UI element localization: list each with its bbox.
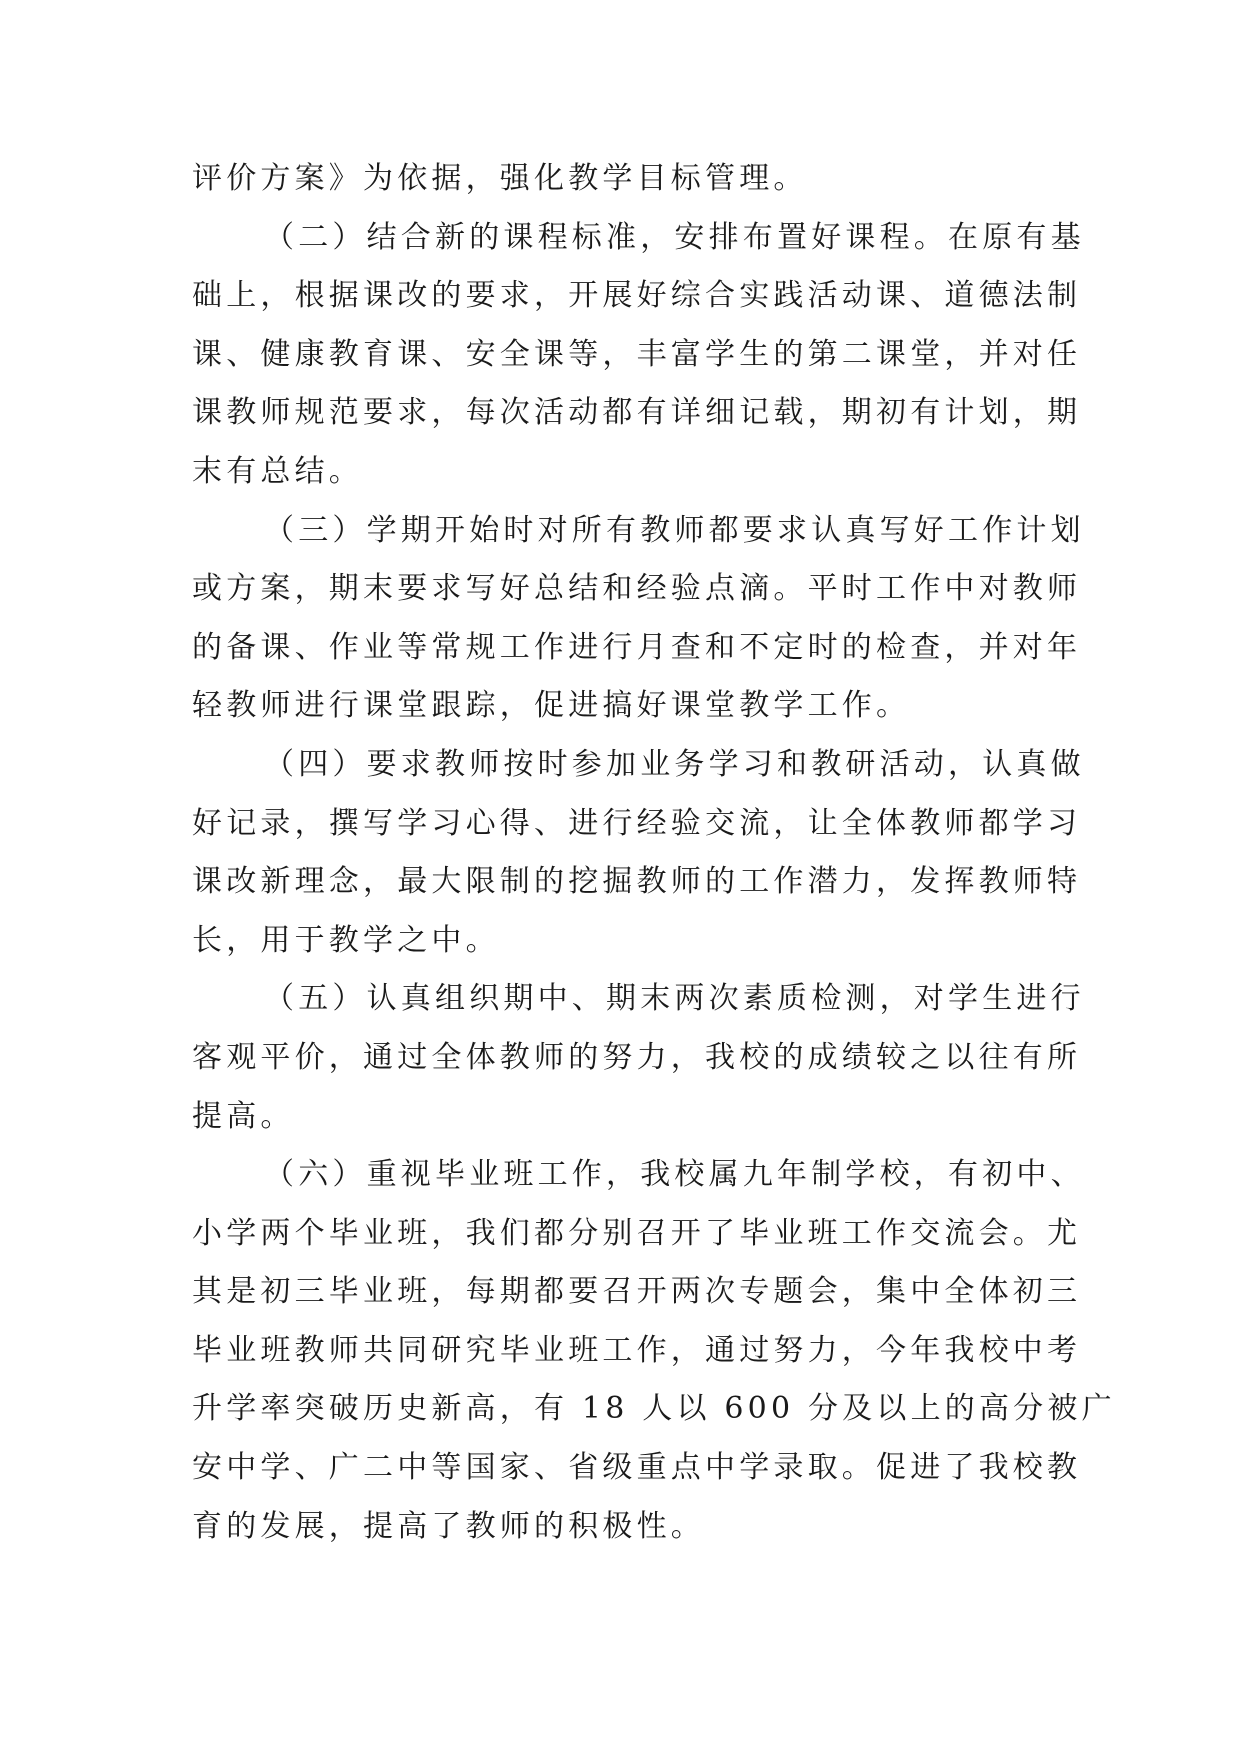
- paragraph-line: （五）认真组织期中、期末两次素质检测，对学生进行: [264, 981, 1085, 1017]
- paragraph-section-2: [192, 209, 1085, 502]
- paragraph-section-4: [192, 736, 1085, 970]
- paragraph-continuation: [192, 150, 1062, 209]
- paragraph-line: （三）学期开始时对所有教师都要求认真写好工作计划: [264, 512, 1085, 548]
- paragraph-line: 础上，根据课改的要求，开展好综合实践活动课、道德法制: [192, 278, 1082, 314]
- paragraph-line: 客观平价，通过全体教师的努力，我校的成绩较之以往有所: [192, 1039, 1082, 1075]
- paragraph-line: 长，用于教学之中。: [192, 922, 500, 958]
- paragraph-line: （四）要求教师按时参加业务学习和教研活动，认真做: [264, 746, 1085, 782]
- paragraph-line: 安中学、广二中等国家、省级重点中学录取。促进了我校教: [192, 1450, 1082, 1486]
- paragraph-line: 育的发展，提高了教师的积极性。: [192, 1508, 705, 1544]
- paragraph-line: 毕业班教师共同研究毕业班工作，通过努力，今年我校中考: [192, 1332, 1082, 1368]
- paragraph-line: 升学率突破历史新高，有 18 人以 600 分及以上的高分被广: [192, 1391, 1116, 1427]
- paragraph-line: 课、健康教育课、安全课等，丰富学生的第二课堂，并对任: [192, 336, 1082, 372]
- paragraph-section-3: [192, 502, 1085, 736]
- paragraph-section-5: [192, 970, 1085, 1146]
- paragraph-line: 小学两个毕业班，我们都分别召开了毕业班工作交流会。尤: [192, 1215, 1082, 1251]
- paragraph-line: （六）重视毕业班工作，我校属九年制学校，有初中、: [264, 1157, 1085, 1193]
- paragraph-line: 末有总结。: [192, 453, 363, 489]
- paragraph-section-6: [192, 1146, 1116, 1556]
- paragraph-line: 课教师规范要求，每次活动都有详细记载，期初有计划，期: [192, 395, 1082, 431]
- paragraph-line: 好记录，撰写学习心得、进行经验交流，让全体教师都学习: [192, 805, 1082, 841]
- document-body: [192, 150, 1116, 1556]
- paragraph-line: 轻教师进行课堂跟踪，促进搞好课堂教学工作。: [192, 688, 911, 724]
- paragraph-line: （二）结合新的课程标准，安排布置好课程。在原有基: [264, 219, 1085, 255]
- paragraph-line: 的备课、作业等常规工作进行月查和不定时的检查，并对年: [192, 629, 1082, 665]
- paragraph-line: 评价方案》为依据，强化教学目标管理。: [192, 161, 808, 196]
- paragraph-line: 或方案，期末要求写好总结和经验点滴。平时工作中对教师: [192, 571, 1082, 607]
- paragraph-line: 其是初三毕业班，每期都要召开两次专题会，集中全体初三: [192, 1274, 1082, 1310]
- paragraph-line: 课改新理念，最大限制的挖掘教师的工作潜力，发挥教师特: [192, 864, 1082, 900]
- paragraph-line: 提高。: [192, 1098, 295, 1134]
